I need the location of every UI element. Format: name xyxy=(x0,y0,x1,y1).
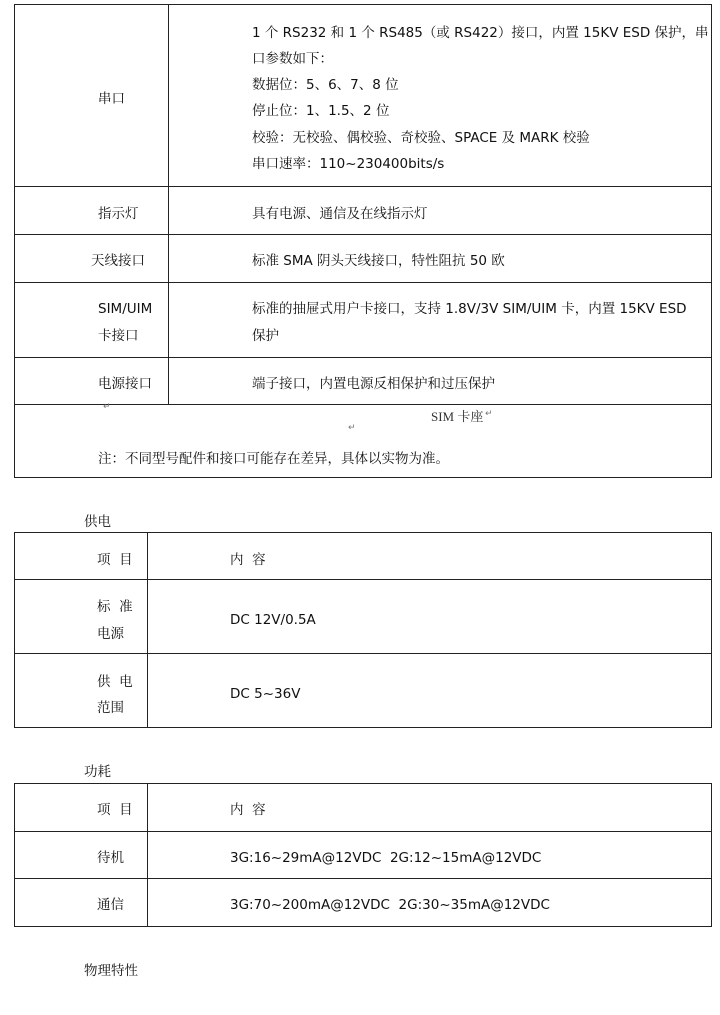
row-divider xyxy=(15,357,711,358)
header-content: 内 容 xyxy=(230,802,266,818)
section-heading-power-consumption: 功耗 xyxy=(84,764,111,780)
return-mark: ↵ xyxy=(485,409,493,419)
row-divider xyxy=(15,234,711,235)
serial-desc-line-6: 串口速率：110~230400bits/s xyxy=(252,156,445,172)
row-label-standby: 待机 xyxy=(97,850,124,866)
row-label-indicator: 指示灯 xyxy=(98,206,139,222)
column-divider xyxy=(168,5,169,405)
serial-desc-line-2: 口参数如下： xyxy=(252,51,333,67)
row-divider xyxy=(15,579,711,580)
standby-value: 3G:16~29mA@12VDC 2G:12~15mA@12VDC xyxy=(230,850,542,866)
header-content: 内 容 xyxy=(230,552,266,568)
section-heading-power-supply: 供电 xyxy=(84,514,111,530)
row-label-standard-2: 电源 xyxy=(97,626,124,642)
row-label-sim-2: 卡接口 xyxy=(98,328,139,344)
row-label-serial: 串口 xyxy=(98,91,125,107)
return-mark: ↵ xyxy=(348,423,356,433)
header-item: 项 目 xyxy=(97,552,133,568)
serial-desc-line-5: 校验：无校验、偶校验、奇校验、SPACE 及 MARK 校验 xyxy=(252,130,590,146)
row-divider xyxy=(15,282,711,283)
return-mark: ↵ xyxy=(103,402,111,412)
sim-card-seat-label: SIM 卡座 xyxy=(431,409,484,424)
power-interface-desc: 端子接口，内置电源反相保护和过压保护 xyxy=(252,376,495,392)
sim-desc-line-2: 保护 xyxy=(252,328,279,344)
row-label-sim-1: SIM/UIM xyxy=(98,301,153,317)
column-divider xyxy=(147,533,148,727)
header-item: 项 目 xyxy=(97,802,133,818)
row-divider xyxy=(15,878,711,879)
row-label-range-1: 供 电 xyxy=(97,674,133,690)
row-divider xyxy=(15,653,711,654)
indicator-desc: 具有电源、通信及在线指示灯 xyxy=(252,206,428,222)
serial-desc-line-1: 1 个 RS232 和 1 个 RS485（或 RS422）接口，内置 15KV ESD 保护，串 xyxy=(252,25,709,41)
row-label-power-interface: 电源接口 xyxy=(98,376,152,392)
column-divider xyxy=(147,784,148,926)
section-heading-physical: 物理特性 xyxy=(84,963,138,979)
row-divider xyxy=(15,404,711,405)
row-divider xyxy=(15,186,711,187)
standard-power-value: DC 12V/0.5A xyxy=(230,612,316,628)
sim-desc-line-1: 标准的抽屉式用户卡接口，支持 1.8V/3V SIM/UIM 卡，内置 15KV ESD xyxy=(252,301,687,317)
row-label-range-2: 范围 xyxy=(97,700,124,716)
note-text: 注：不同型号配件和接口可能存在差异，具体以实物为准。 xyxy=(98,451,449,467)
serial-desc-line-4: 停止位：1、1.5、2 位 xyxy=(252,103,390,119)
row-label-antenna: 天线接口 xyxy=(91,253,145,269)
communication-value: 3G:70~200mA@12VDC 2G:30~35mA@12VDC xyxy=(230,897,550,913)
row-label-communication: 通信 xyxy=(97,897,124,913)
supply-range-value: DC 5~36V xyxy=(230,686,301,702)
row-divider xyxy=(15,831,711,832)
power-consumption-table xyxy=(14,783,712,927)
interface-table xyxy=(14,4,712,478)
power-supply-table xyxy=(14,532,712,728)
serial-desc-line-3: 数据位：5、6、7、8 位 xyxy=(252,77,399,93)
antenna-desc: 标准 SMA 阴头天线接口，特性阻抗 50 欧 xyxy=(252,253,505,269)
row-label-standard-1: 标 准 xyxy=(97,599,133,615)
